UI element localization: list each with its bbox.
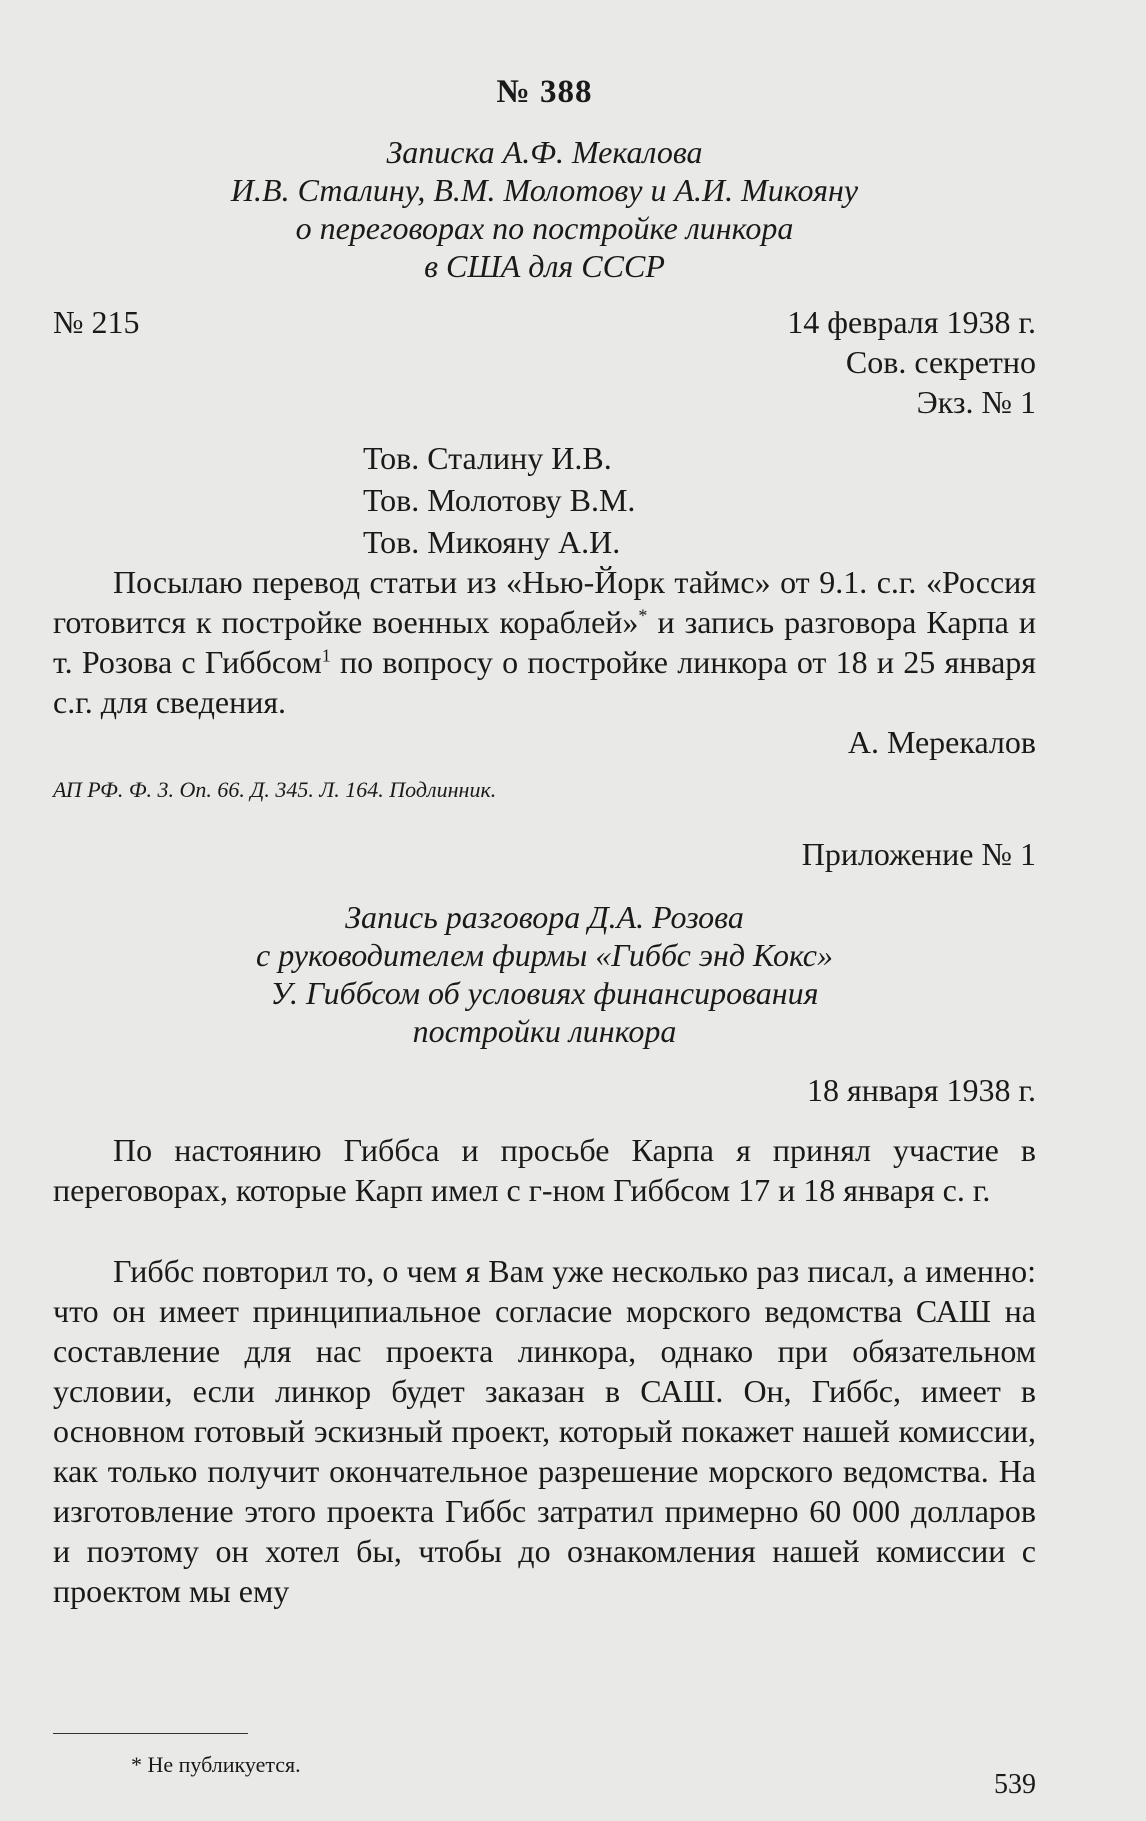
appendix-title-line: с руководителем фирмы «Гиббс энд Кокс» <box>256 937 833 973</box>
title-line: в США для СССР <box>424 248 665 284</box>
classification-stamp: Сов. секретно <box>845 344 1036 380</box>
addressee-list <box>363 437 635 563</box>
appendix-title-line: У. Гиббсом об условиях финансирования <box>270 975 819 1011</box>
body-text: по вопросу о постройке линкора от 18 и 25 января с.г. для сведения. <box>53 644 1037 720</box>
footnote-text: * Не публикуется. <box>131 1752 301 1777</box>
signature: А. Мерекалов <box>847 724 1036 760</box>
document-date: 14 февраля 1938 г. <box>787 304 1036 340</box>
document-title <box>53 133 1036 285</box>
appendix-title <box>53 898 1036 1050</box>
appendix-paragraph: По настоянию Гиббса и просьбе Карпа я принял участие в переговорах, которые Карп имел с г-ном Гиббсом 17 и 18 января с. г. <box>53 1132 1036 1208</box>
addressee: Тов. Молотову В.М. <box>363 482 636 518</box>
document-meta-row <box>53 302 1036 342</box>
addressee: Тов. Микояну А.И. <box>363 524 621 560</box>
title-line: о переговорах по постройке линкора <box>295 210 794 246</box>
footnote-divider <box>53 1733 248 1734</box>
addressee: Тов. Сталину И.В. <box>363 440 612 476</box>
title-line: И.В. Сталину, В.М. Молотову и А.И. Микояну <box>230 172 859 208</box>
appendix-label: Приложение № 1 <box>801 836 1036 872</box>
cover-letter-body <box>53 562 1036 722</box>
body-text: Посылаю перевод статьи из «Нью-Йорк таймс» от 9.1. с.г. «Россия готовится к постройке военных кораблей» <box>53 564 1036 640</box>
copy-number: Экз. № 1 <box>916 384 1036 420</box>
appendix-date: 18 января 1938 г. <box>807 1072 1036 1108</box>
appendix-title-line: постройки линкора <box>412 1013 677 1049</box>
page-number: 539 <box>994 1769 1036 1800</box>
archive-source: АП РФ. Ф. 3. Оп. 66. Д. 345. Л. 164. Подлинник. <box>53 777 497 802</box>
footnote-marker: * <box>638 605 648 626</box>
document-number: № 388 <box>496 74 593 110</box>
appendix-title-line: Запись разговора Д.А. Розова <box>345 899 744 935</box>
body-text: и запись разговора Карпа и т. Розова с Гиббсом <box>53 604 1037 680</box>
title-line: Записка А.Ф. Мекалова <box>386 134 703 170</box>
appendix-paragraph: Гиббс повторил то, о чем я Вам уже несколько раз писал, а именно: что он имеет принципиальное согласие морского ведомства САШ на составление для нас проекта линкора, однако при обязательном условии, если линкор будет заказан в САШ. Он, Гиббс, имеет в основном готовый эскизный проект, который покажет нашей комиссии, как только получит окончательное разрешение морского ведомства. На изготовление этого проекта Гиббс затратил примерно 60 000 долларов и поэтому он хотел бы, чтобы до ознакомления нашей комиссии с проектом мы ему <box>53 1253 1036 1609</box>
endnote-marker: 1 <box>321 645 331 666</box>
outgoing-number: № 215 <box>53 304 140 340</box>
